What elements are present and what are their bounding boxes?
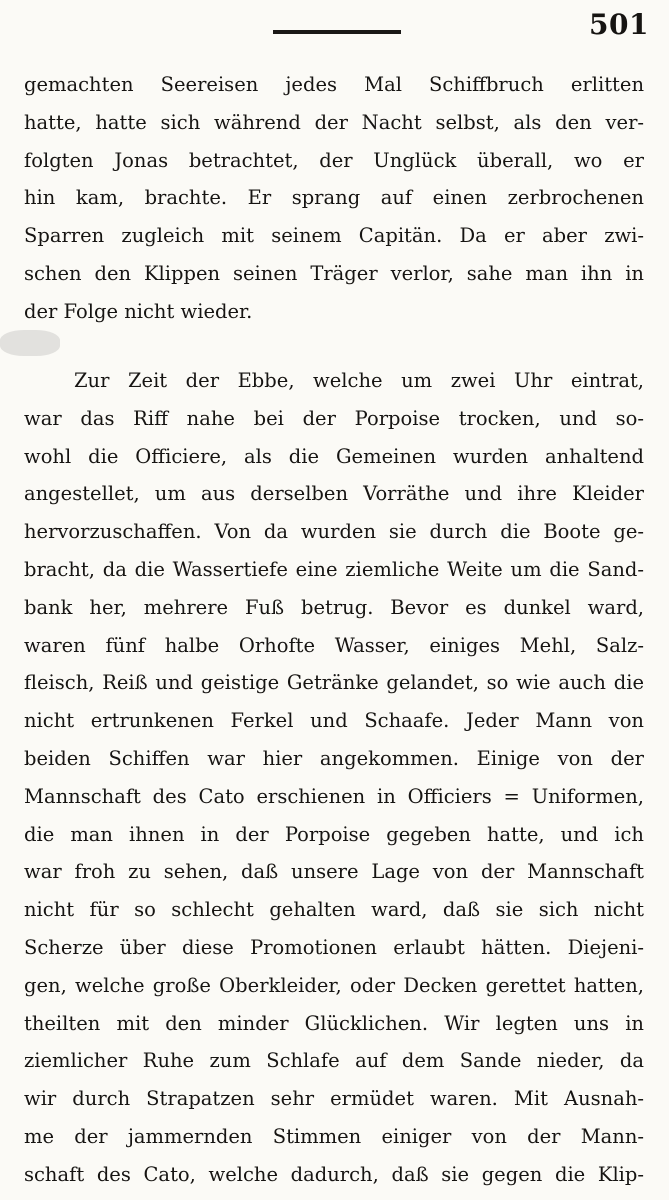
text-line: bracht, da die Wassertiefe eine ziemliche Weite um die Sand- bbox=[24, 557, 644, 581]
paragraph bbox=[24, 66, 644, 331]
text-line: hatte, hatte sich während der Nacht selbst, als den ver- bbox=[24, 110, 644, 134]
page-number: 501 bbox=[589, 8, 649, 41]
text-line: nicht ertrunkenen Ferkel und Schaafe. Jeder Mann von bbox=[24, 709, 644, 733]
text-line: beiden Schiffen war hier angekommen. Einige von der bbox=[24, 746, 644, 770]
text-line: angestellet, um aus derselben Vorräthe und ihre Kleider bbox=[24, 482, 644, 506]
paper-stain bbox=[0, 330, 60, 356]
text-line: schaft des Cato, welche dadurch, daß sie gegen die Klip- bbox=[24, 1162, 644, 1186]
text-line: gen, welche große Oberkleider, oder Decken gerettet hatten, bbox=[24, 973, 644, 997]
text-line: der Folge nicht wieder. bbox=[24, 299, 253, 323]
text-line: fleisch, Reiß und geistige Getränke gelandet, so wie auch die bbox=[24, 671, 644, 695]
text-line: theilten mit den minder Glücklichen. Wir legten uns in bbox=[24, 1011, 644, 1035]
text-line: Scherze über diese Promotionen erlaubt hätten. Diejeni- bbox=[24, 935, 644, 959]
text-line: hin kam, brachte. Er sprang auf einen zerbrochenen bbox=[24, 186, 644, 210]
text-line: Zur Zeit der Ebbe, welche um zwei Uhr eintrat, bbox=[74, 369, 644, 392]
paragraph bbox=[24, 362, 644, 1194]
text-line: nicht für so schlecht gehalten ward, daß sie sich nicht bbox=[24, 898, 644, 922]
text-line: gemachten Seereisen jedes Mal Schiffbruch erlitten bbox=[24, 73, 644, 96]
text-line: war froh zu sehen, daß unsere Lage von der Mannschaft bbox=[24, 860, 644, 884]
text-line: wir durch Strapatzen sehr ermüdet waren. Mit Ausnah- bbox=[24, 1087, 644, 1111]
text-line: ziemlicher Ruhe zum Schlafe auf dem Sande nieder, da bbox=[24, 1049, 644, 1073]
text-line: die man ihnen in der Porpoise gegeben hatte, und ich bbox=[24, 822, 644, 846]
text-line: wohl die Officiere, als die Gemeinen wurden anhaltend bbox=[24, 444, 644, 468]
text-line: waren fünf halbe Orhofte Wasser, einiges Mehl, Salz- bbox=[24, 633, 644, 657]
header-rule bbox=[273, 30, 401, 34]
text-line: me der jammernden Stimmen einiger von der Mann- bbox=[24, 1124, 644, 1148]
text-line: war das Riff nahe bei der Porpoise trocken, und so- bbox=[24, 406, 644, 430]
text-line: bank her, mehrere Fuß betrug. Bevor es dunkel ward, bbox=[24, 595, 644, 619]
text-line: Mannschaft des Cato erschienen in Officiers = Uniformen, bbox=[24, 784, 644, 808]
text-line: folgten Jonas betrachtet, der Unglück überall, wo er bbox=[24, 148, 644, 172]
text-line: hervorzuschaffen. Von da wurden sie durch die Boote ge- bbox=[24, 520, 644, 544]
text-line: Sparren zugleich mit seinem Capitän. Da er aber zwi- bbox=[24, 224, 644, 248]
text-line: schen den Klippen seinen Träger verlor, sahe man ihn in bbox=[24, 261, 644, 285]
